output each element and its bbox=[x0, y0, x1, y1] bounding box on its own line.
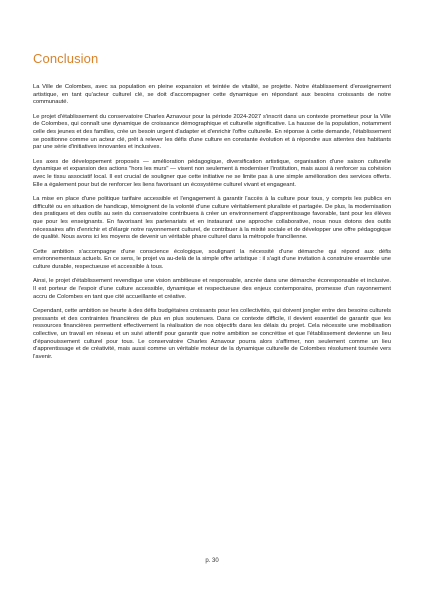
paragraph-5: Cette ambition s'accompagne d'une conscience écologique, soulignant la nécessité d'une démarche qui répond aux défis environnementaux actuels. En ce sens, le projet va au-delà de la simple offre artistique : il s'agit d'une invitation à construire ensemble une culture durable, respectueuse et accessible à tous. bbox=[33, 248, 391, 270]
section-title: Conclusion bbox=[33, 51, 99, 66]
paragraph-1: La Ville de Colombes, avec sa population en pleine expansion et teintée de vitalité, se projette. Notre établissement d'enseignement artistique, en tant qu'acteur culturel clé, se doit d'accompagner cette dynamique en répondant aux besoins croissants de notre communauté. bbox=[33, 84, 391, 106]
paragraph-4: La mise en place d'une politique tarifaire accessible et l'engagement à garantir l'accès à la culture pour tous, y compris les publics en difficulté ou en situation de handicap, témoignent de la volonté d'une culture véritablement pluraliste et partagée. De plus, la modernisation des pratiques et des outils au sein du conservatoire contribuera à créer un environnement d'apprentissage favorable, tant pour les élèves que pour les enseignants. En favorisant les partenariats et en instaurant une approche collaborative, nous nous dotons des outils nécessaires afin d'enrichir et d'élargir notre rayonnement culturel, de contribuer à la mixité sociale et de développer une offre pédagogique de qualité. Nous avons ici les moyens de devenir un véritable phare culturel dans la métropole francilienne. bbox=[33, 196, 391, 241]
paragraph-7: Cependant, cette ambition se heurte à des défis budgétaires croissants pour les collectivités, qui doivent jongler entre des besoins culturels pressants et des contraintes financières de plus en plus soutenues. Dans ce contexte difficile, il devient essentiel de garantir que les ressources financières permettent effectivement la réalisation de nos objectifs dans les délais du projet. Cela nécessite une mobilisation collective, un travail en réseau et un suivi attentif pour garantir que notre ambition se concrétise et que l'établissement devienne un lieu d'épanouissement culturel pour tous. Le conservatoire Charles Aznavour pourra alors s'affirmer, non seulement comme un lieu d'apprentissage et de créativité, mais aussi comme un véritable moteur de la dynamique culturelle de Colombes résolument tournée vers l'avenir. bbox=[33, 308, 391, 360]
paragraph-3: Les axes de développement proposés — amélioration pédagogique, diversification artistique, organisation d'une saison culturelle dynamique et expansion des actions "hors les murs" — visent non seulement à moderniser l'institution, mais aussi à renforcer sa cohésion avec le tissu associatif local. Il est crucial de souligner que cette initiative ne se limite pas à une simple amélioration des services offerts. Elle a également pour but de renforcer les liens favorisant un écosystème culturel vivant et engageant. bbox=[33, 158, 391, 188]
paragraph-6: Ainsi, le projet d'établissement revendique une vision ambitieuse et responsable, ancrée dans une démarche écoresponsable et inclusive. Il est porteur de l'espoir d'une culture accessible, dynamique et respectueuse des enjeux contemporains, promesse d'un rayonnement accru de Colombes en tant que cité accueillante et créative. bbox=[33, 278, 391, 300]
page-number: p. 30 bbox=[205, 558, 219, 564]
paragraph-2: Le projet d'établissement du conservatoire Charles Aznavour pour la période 2024-2027 s'inscrit dans un contexte prometteur pour la Ville de Colombes, qui connaît une dynamique de croissance démographique et culturelle significative. La hausse de la population, notamment celle des jeunes et des familles, crée un besoin urgent d'adapter et d'enrichir l'offre culturelle. En réponse à cette demande, l'établissement se positionne comme un acteur clé, prêt à relever les défis d'une culture en constante évolution et à répondre aux attentes des habitants par une série d'initiatives innovantes et inclusives. bbox=[33, 113, 391, 151]
document-body bbox=[33, 84, 391, 368]
